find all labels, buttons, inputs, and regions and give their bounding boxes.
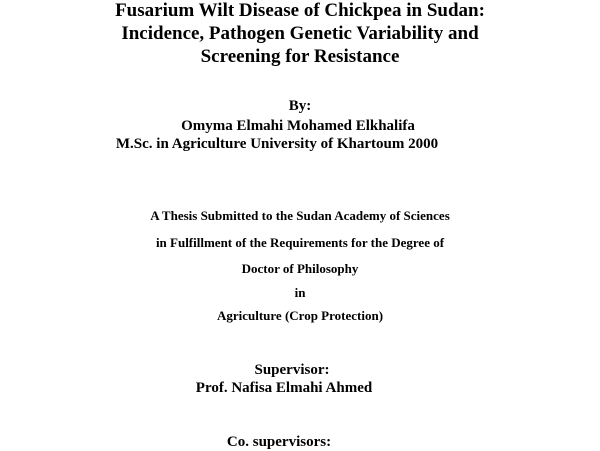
by-label: By: — [288, 98, 312, 114]
degree-name: Doctor of Philosophy — [241, 261, 359, 276]
author-name: Omyma Elmahi Mohamed Elkhalifa — [181, 118, 415, 134]
supervisor-name: Prof. Nafisa Elmahi Ahmed — [195, 380, 373, 396]
title-line-2: Incidence, Pathogen Genetic Variability and — [121, 23, 479, 44]
field-of-study: Agriculture (Crop Protection) — [216, 308, 384, 323]
thesis-statement-line-2: in Fulfillment of the Requirements for the Degree of — [155, 235, 445, 250]
in-connector: in — [294, 285, 306, 300]
title-line-3: Screening for Resistance — [200, 46, 400, 67]
title-line-1: Fusarium Wilt Disease of Chickpea in Sudan: — [115, 0, 485, 21]
co-supervisors-label: Co. supervisors: — [226, 434, 332, 450]
thesis-statement-line-1: A Thesis Submitted to the Sudan Academy of Sciences — [150, 208, 450, 223]
author-credentials: M.Sc. in Agriculture University of Khartoum 2000 — [115, 136, 439, 152]
supervisor-label: Supervisor: — [254, 362, 330, 378]
